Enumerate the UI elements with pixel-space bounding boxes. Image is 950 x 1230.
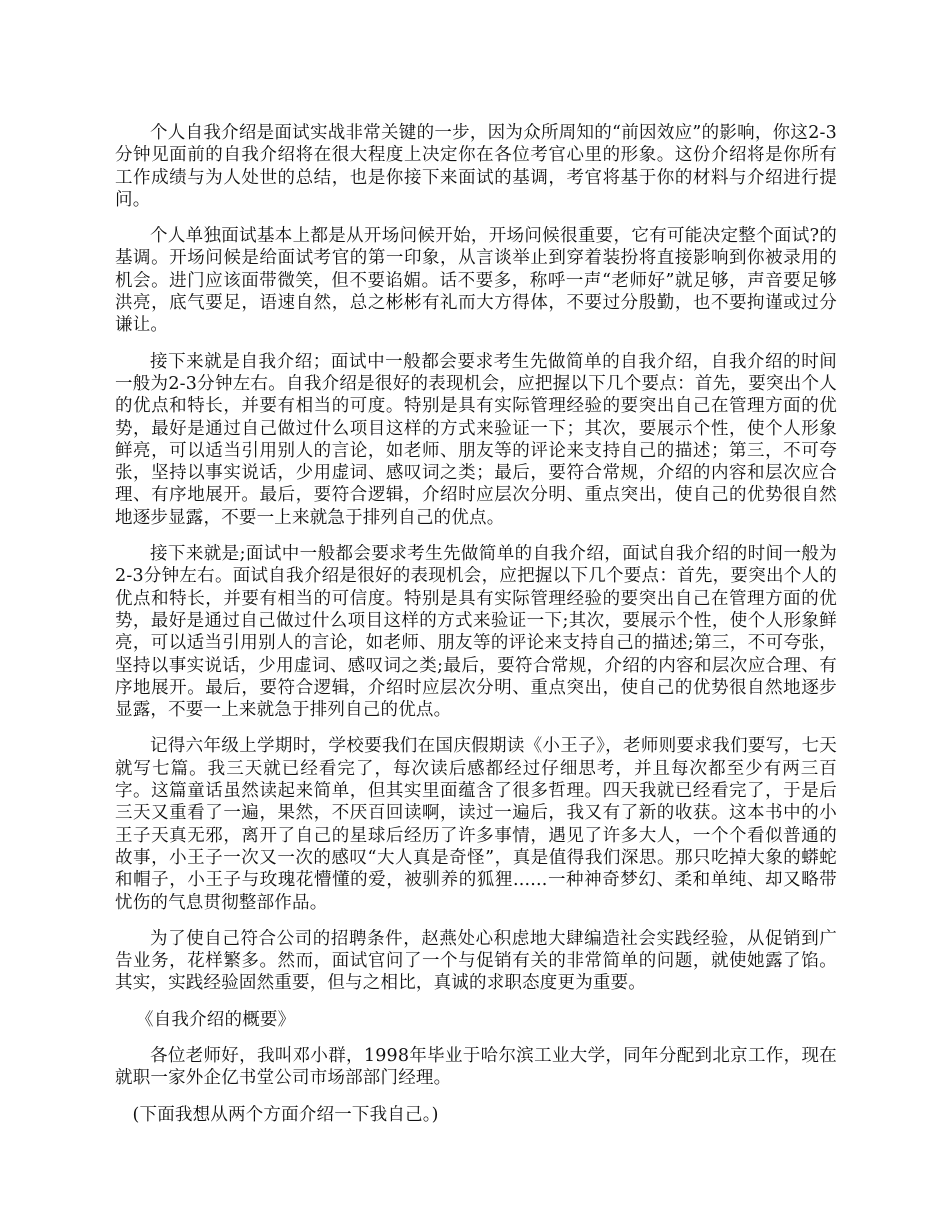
paragraph-self-intro-tips: 接下来就是自我介绍；面试中一般都会要求考生先做简单的自我介绍，自我介绍的时间一般为2-3分钟左右。自我介绍是很好的表现机会，应把握以下几个要点：首先，要突出个人的优点和特长，并要有相当的可度。特别是具有实际管理经验的要突出自己在管理方面的优势，最好是通过自己做过什么项目这样的方式来验证一下；其次，要展示个性，使个人形象鲜亮，可以适当引用别人的言论，如老师、朋友等的评论来支持自己的描述；第三，不可夸张，坚持以事实说话，少用虚词、感叹词之类；最后，要符合常规，介绍的内容和层次应合理、有序地展开。最后，要符合逻辑，介绍时应层次分明、重点突出，使自己的优势很自然地逐步显露，不要一上来就急于排列自己的优点。: [115, 351, 837, 528]
paragraph-little-prince: 记得六年级上学期时，学校要我们在国庆假期读《小王子》，老师则要求我们要写，七天就写七篇。我三天就已经看完了，每次读后感都经过仔细思考，并且每次都至少有两三百字。这篇童话虽然读起来简单，但其实里面蕴含了很多哲理。四天我就已经看完了，于是后三天又重看了一遍，果然，不厌百回读啊，读过一遍后，我又有了新的收获。这本书中的小王子天真无邪，离开了自己的星球后经历了许多事情，遇见了许多大人，一个个看似普通的故事，小王子一次又一次的感叹“大人真是奇怪”，真是值得我们深思。那只吃掉大象的蟒蛇和帽子，小王子与玫瑰花懵懂的爱，被驯养的狐狸......一种神奇梦幻、柔和单纯、却又略带忧伤的气息贯彻整部作品。: [115, 736, 837, 913]
paragraph-opening-greeting: 个人单独面试基本上都是从开场问候开始，开场问候很重要，它有可能决定整个面试?的基调。开场问候是给面试考官的第一印象，从言谈举止到穿着装扮将直接影响到你被录用的机会。进门应该面带微笑，但不要谄媚。话不要多，称呼一声“老师好”就足够，声音要足够洪亮，底气要足，语速自然，总之彬彬有礼而大方得体，不要过分殷勤，也不要拘谨或过分谦让。: [115, 226, 837, 336]
document-page: [115, 122, 837, 1140]
section-heading: 《自我介绍的概要》: [136, 1009, 296, 1030]
paragraph-sample-intro: 各位老师好，我叫邓小群，1998年毕业于哈尔滨工业大学，同年分配到北京工作，现在就职一家外企亿书堂公司市场部部门经理。: [115, 1045, 837, 1089]
paragraph-self-intro-tips-repeat: 接下来就是;面试中一般都会要求考生先做简单的自我介绍，面试自我介绍的时间一般为2-3分钟左右。面试自我介绍是很好的表现机会，应把握以下几个要点：首先，要突出个人的优点和特长，并要有相当的可信度。特别是具有实际管理经验的要突出自己在管理方面的优势，最好是通过自己做过什么项目这样的方式来验证一下;其次，要展示个性，使个人形象鲜亮，可以适当引用别人的言论，如老师、朋友等的评论来支持自己的描述;第三，不可夸张，坚持以事实说话，少用虚词、感叹词之类;最后，要符合常规，介绍的内容和层次应合理、有序地展开。最后，要符合逻辑，介绍时应层次分明、重点突出，使自己的优势很自然地逐步显露，不要一上来就急于排列自己的优点。: [115, 544, 837, 721]
paragraph-note: (下面我想从两个方面介绍一下我自己。): [132, 1104, 439, 1125]
paragraph-honesty: 为了使自己符合公司的招聘条件，赵燕处心积虑地大肆编造社会实践经验，从促销到广告业务，花样繁多。然而，面试官问了一个与促销有关的非常简单的问题，就使她露了馅。其实，实践经验固然重要，但与之相比，真诚的求职态度更为重要。: [115, 928, 837, 994]
paragraph-intro: 个人自我介绍是面试实战非常关键的一步，因为众所周知的“前因效应”的影响，你这2-3分钟见面前的自我介绍将在很大程度上决定你在各位考官心里的形象。这份介绍将是你所有工作成绩与为人处世的总结，也是你接下来面试的基调，考官将基于你的材料与介绍进行提问。: [115, 123, 837, 210]
